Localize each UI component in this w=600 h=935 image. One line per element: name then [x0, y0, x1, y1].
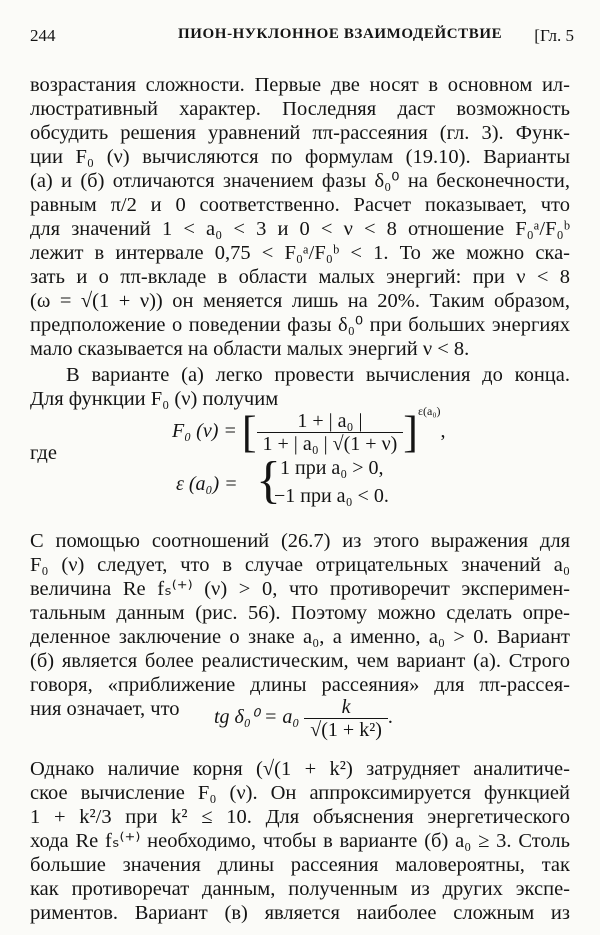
- text-line: лежит в интервале 0,75 < F₀ᵃ/F₀ᵇ < 1. То же можно ска-: [30, 242, 570, 264]
- text-line: хода Re fₛ⁽⁺⁾ необходимо, чтобы в варианте (б) a₀ ≥ 3. Столь: [30, 830, 570, 852]
- left-bracket: [: [241, 407, 257, 457]
- text-line: говоря, «приближение длины рассеяния» для ππ-рассея-: [30, 674, 570, 696]
- text-line: (а) и (б) отличаются значением фазы δ₀⁰ на бесконечности,: [30, 170, 570, 192]
- running-title: ПИОН-НУКЛОННОЕ ВЗАИМОДЕЙСТВИЕ: [178, 26, 503, 42]
- fraction: [304, 696, 388, 741]
- exponent: ε(a₀): [417, 404, 441, 418]
- fraction-denominator: √(1 + k²): [310, 719, 382, 741]
- text-line: ции F₀ (ν) вычисляются по формулам (19.10). Варианты: [30, 146, 570, 168]
- right-bracket: ]: [403, 407, 418, 457]
- equation-lhs: ε (a₀) =: [176, 473, 238, 495]
- text-line: равным π/2 и 0 соответственно. Расчет показывает, что: [30, 194, 570, 216]
- text-line: большие значения длины рассеяния маловероятны, так: [30, 854, 570, 876]
- equation-tg: [214, 696, 393, 741]
- fraction-denominator: 1 + | a₀ | √(1 + ν): [262, 432, 398, 455]
- text-line: ское вычисление F₀ (ν). Он аппроксимируется функцией: [30, 782, 570, 804]
- text-line: (б) является более реалистическим, чем вариант (а). Строго: [30, 650, 570, 672]
- equation-tail: ,: [440, 420, 446, 442]
- text-line: Однако наличие корня (√(1 + k²) затрудняет аналитиче-: [30, 758, 570, 780]
- text-line: для значений 1 < a₀ < 3 и 0 < ν < 8 отношение F₀ᵃ/F₀ᵇ: [30, 218, 570, 240]
- page-number: 244: [30, 26, 56, 45]
- text-line: деленное заключение о знаке a₀, а именно, a₀ > 0. Вариант: [30, 626, 570, 648]
- equation-f0: [172, 404, 446, 455]
- text-line: мало сказывается на области малых энергий ν < 8.: [30, 338, 470, 360]
- text-line: люстративный характер. Последняя даст возможность: [30, 98, 570, 120]
- text-line: обсудить решения уравнений ππ-рассеяния (гл. 3). Функ-: [30, 122, 570, 144]
- text-line: В варианте (а) легко провести вычисления до конца.: [66, 364, 570, 386]
- where-label: где: [30, 442, 57, 464]
- equation-lhs: tg δ₀⁰ = a₀: [214, 706, 300, 729]
- text-line: Для функции F₀ (ν) получим: [30, 388, 279, 410]
- text-line: риментов. Вариант (в) является наиболее сложным из: [30, 902, 570, 924]
- text-line: С помощью соотношений (26.7) из этого выражения для: [30, 530, 570, 552]
- left-brace: {: [256, 452, 281, 509]
- equation-lhs: F₀ (ν) =: [172, 420, 237, 442]
- text-line: 1 + k²/3 при k² ≤ 10. Для объяснения энергетического: [30, 806, 570, 828]
- text-line: величина Re fₛ⁽⁺⁾ (ν) > 0, что противоречит эксперимен-: [30, 578, 570, 600]
- text-line: ния означает, что: [30, 698, 180, 720]
- fraction: [257, 410, 404, 455]
- text-line: F₀ (ν) следует, что в случае отрицательных значений a₀: [30, 554, 570, 576]
- case-negative: −1 при a₀ < 0.: [274, 485, 389, 507]
- equation-tail: .: [387, 706, 393, 729]
- text-line: как противоречат данным, полученным из других экспе-: [30, 878, 570, 900]
- page-header: [30, 26, 574, 50]
- text-line: возрастания сложности. Первые две носят в основном ил-: [30, 74, 570, 96]
- chapter-label: [Гл. 5: [534, 26, 574, 45]
- fraction-numerator: k: [304, 696, 388, 719]
- text-line: предположение о поведении фазы δ₀⁰ при больших энергиях: [30, 314, 570, 336]
- text-line: зать и о ππ-вкладе в области малых энергий: при ν < 8: [30, 266, 570, 288]
- text-line: (ω = √(1 + ν)) он меняется лишь на 20%. Таким образом,: [30, 290, 570, 312]
- text-line: тальным данным (рис. 56). Поэтому можно сделать опре-: [30, 602, 570, 624]
- case-positive: 1 при a₀ > 0,: [280, 457, 384, 479]
- fraction-numerator: 1 + | a₀ |: [257, 410, 404, 433]
